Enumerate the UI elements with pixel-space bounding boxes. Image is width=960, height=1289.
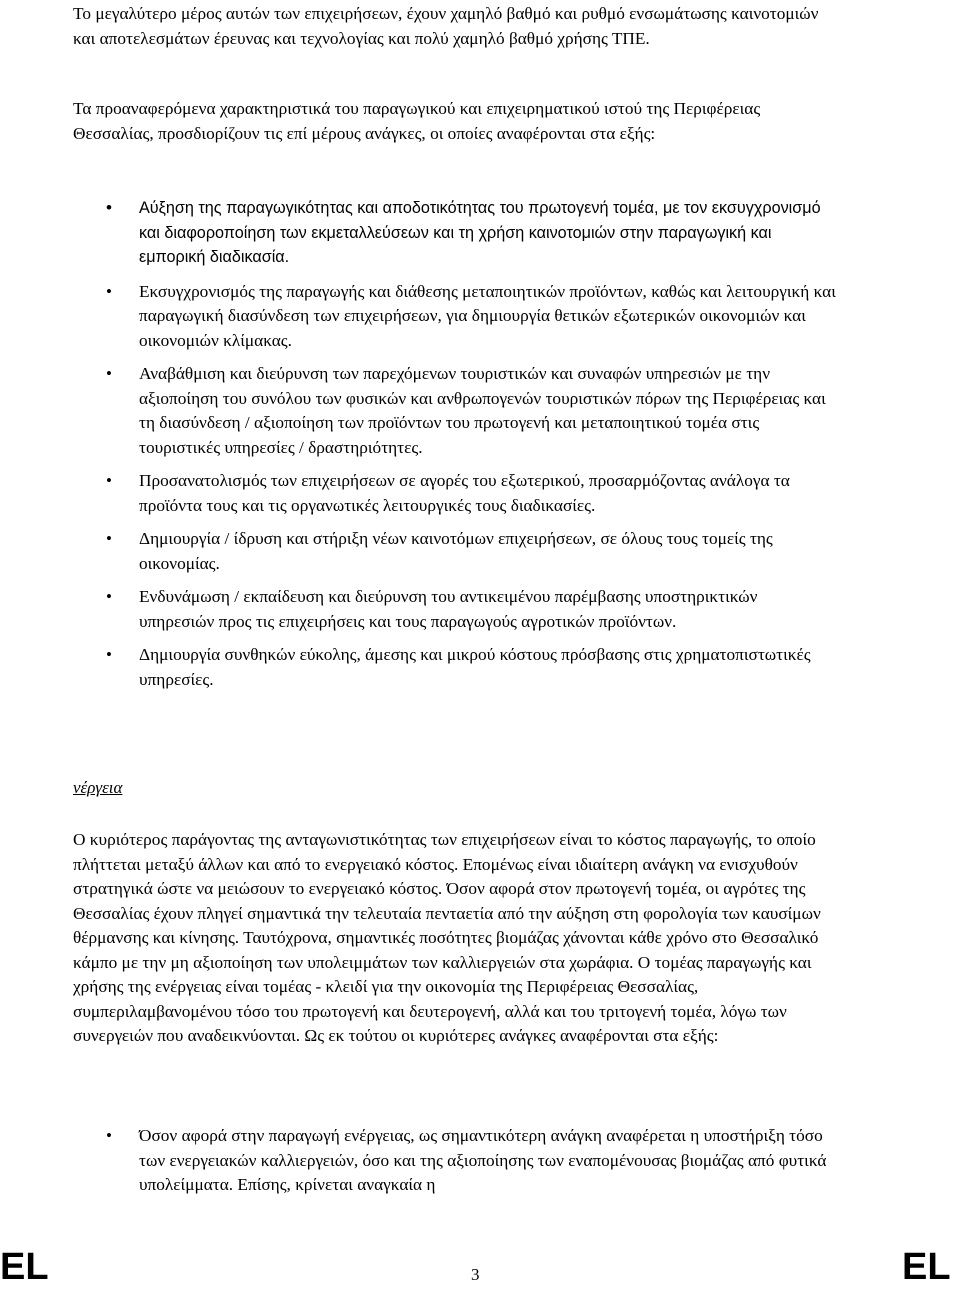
list-item-text: Δημιουργία συνθηκών εύκολης, άμεσης και μικρού κόστους πρόσβασης στις χρηματοπιστωτικές υπηρεσίες.	[139, 645, 811, 689]
list-item	[106, 469, 836, 518]
footer-language-right: EL	[902, 1246, 951, 1288]
list-item	[106, 585, 836, 634]
needs-intro-paragraph: Τα προαναφερόμενα χαρακτηριστικά του παραγωγικού και επιχειρηματικού ιστού της Περιφέρειας Θεσσαλίας, προσδιορίζουν τις επί μέρους ανάγκες, οι οποίες αναφέρονται στα εξής:	[73, 99, 761, 143]
intro-paragraph: Το μεγαλύτερο μέρος αυτών των επιχειρήσεων, έχουν χαμηλό βαθμό και ρυθμό ενσωμάτωσης καινοτομιών και αποτελεσμάτων έρευνας και τεχνολογίας και πολύ χαμηλό βαθμό χρήσης ΤΠΕ.	[73, 4, 819, 48]
list-item-text: Εκσυγχρονισμός της παραγωγής και διάθεσης μεταποιητικών προϊόντων, καθώς και λειτουργική και παραγωγική διασύνδεση των επιχειρήσεων, για δημιουργία θετικών εξωτερικών οικονομιών και οικονομιών κλίμακας.	[139, 281, 836, 350]
footer-language-left: EL	[0, 1246, 49, 1288]
energy-list	[106, 1124, 836, 1198]
list-item	[106, 196, 836, 270]
list-item-text: Προσανατολισμός των επιχειρήσεων σε αγορές του εξωτερικού, προσαρμόζοντας ανάλογα τα προϊόντα τους και τις οργανωτικές λειτουργικές τους διαδικασίες.	[139, 471, 790, 515]
page-number: 3	[471, 1265, 480, 1284]
list-item-text: Αναβάθμιση και διεύρυνση των παρεχόμενων τουριστικών και συναφών υπηρεσιών με την αξιοποίηση του συνόλου των φυσικών και ανθρωπογενών τουριστικών πόρων της Περιφέρειας και τη διασύνδεση / αξιοποίηση των προϊόντων του πρωτογενή και μεταποιητικού τομέα στις τουριστικές υπηρεσίες / δραστηριότητες.	[139, 364, 826, 457]
list-item-text: Όσον αφορά στην παραγωγή ενέργειας, ως σημαντικότερη ανάγκη αναφέρεται η υποστήριξη τόσο των ενεργειακών καλλιεργειών, όσο και της αξιοποίησης των εναπομένουσας βιομάζας από φυτικά υπολείμματα. Επίσης, κρίνεται αναγκαία η	[139, 1126, 827, 1194]
bullet-icon: •	[106, 198, 112, 217]
bullet-icon: •	[106, 529, 112, 548]
list-item	[106, 527, 836, 576]
list-item	[106, 643, 836, 692]
needs-list	[106, 196, 836, 692]
list-item	[106, 280, 836, 354]
bullet-icon: •	[106, 471, 112, 490]
list-item-text: Δημιουργία / ίδρυση και στήριξη νέων καινοτόμων επιχειρήσεων, σε όλους τους τομείς της οικονομίας.	[139, 529, 773, 573]
bullet-icon: •	[106, 587, 112, 606]
bullet-icon: •	[106, 1126, 112, 1145]
section-heading: νέργεια	[73, 778, 123, 797]
energy-paragraph: Ο κυριότερος παράγοντας της ανταγωνιστικότητας των επιχειρήσεων είναι το κόστος παραγωγής, το οποίο πλήττεται μεταξύ άλλων και από το ενεργειακό κόστος. Επομένως είναι ιδιαίτερη ανάγκη να ενισχυθούν στρατηγικά ώστε να μειώσουν το ενεργειακό κόστος. Όσον αφορά στον πρωτογενή τομέα, οι αγρότες της Θεσσαλίας έχουν πληγεί σημαντικά την τελευταία πενταετία από την αύξηση στη φορολογία των καυσίμων θέρμανσης και κίνησης. Ταυτόχρονα, σημαντικές ποσότητες βιομάζας χάνονται κάθε χρόνο στο Θεσσαλικό κάμπο με την μη αξιοποίηση των υπολειμμάτων των καλλιεργειών στα χωράφια. Ο τομέας παραγωγής και χρήσης της ενέργειας είναι τομέας - κλειδί για την οικονομία της Περιφέρειας Θεσσαλίας, συμπεριλαμβανομένου τόσο του πρωτογενή και δευτερογενή, αλλά και του τριτογενή τομέα, λόγω των συνεργειών που αναδεικνύονται. Ως εκ τούτου οι κυριότερες ανάγκες αναφέρονται στα εξής:	[73, 830, 821, 1045]
list-item-text: Ενδυνάμωση / εκπαίδευση και διεύρυνση του αντικειμένου παρέμβασης υποστηρικτικών υπηρεσιών προς τις επιχειρήσεις και τους παραγωγούς αγροτικών προϊόντων.	[139, 587, 758, 631]
bullet-icon: •	[106, 281, 112, 301]
list-item	[106, 1124, 836, 1198]
list-item-text: Αύξηση της παραγωγικότητας και αποδοτικότητας του πρωτογενή τομέα, με τον εκσυγχρονισμό και διαφοροποίηση των εκμεταλλεύσεων και τη χρήση καινοτομιών στην παραγωγική και εμπορική διαδικασία.	[139, 199, 821, 266]
bullet-icon: •	[106, 364, 112, 383]
bullet-icon: •	[106, 645, 112, 664]
list-item	[106, 362, 836, 460]
